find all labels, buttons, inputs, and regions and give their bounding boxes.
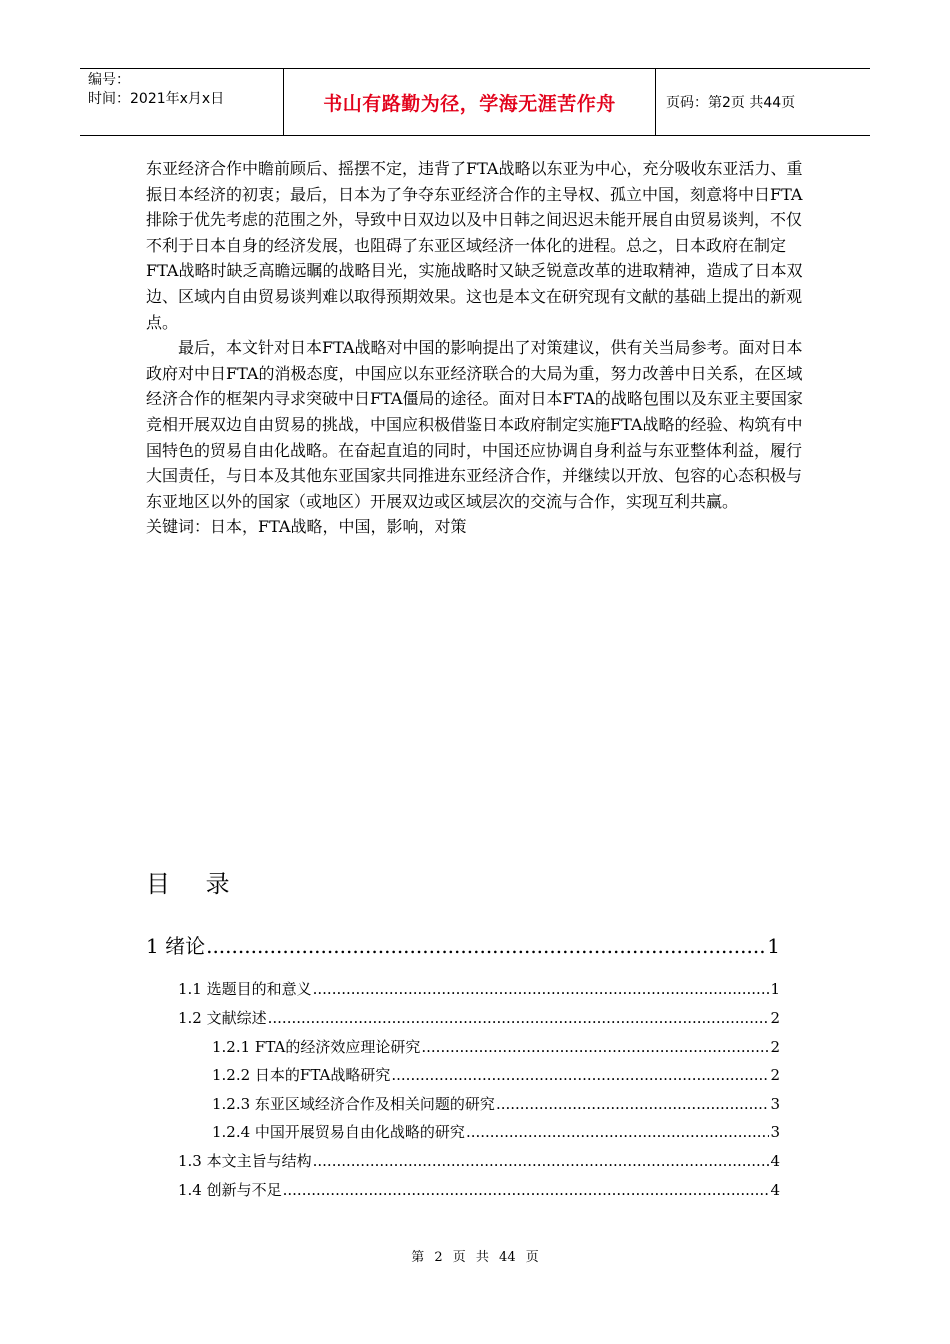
toc-entry-label: 1.2.4 中国开展贸易自由化战略的研究 [212, 1123, 465, 1141]
toc-entry[interactable] [178, 978, 780, 999]
toc-leader [466, 1123, 770, 1141]
toc-entry-label: 1.2.2 日本的FTA战略研究 [212, 1066, 391, 1084]
header-meta [80, 69, 283, 135]
toc-entry-page: 2 [770, 1009, 780, 1027]
toc-title: 目 录 [146, 870, 244, 898]
toc-entry-label: 1.2.1 FTA的经济效应理论研究 [212, 1038, 421, 1056]
toc-entry-label: 1.2.3 东亚区域经济合作及相关问题的研究 [212, 1095, 495, 1113]
header-motto-cell [283, 69, 656, 135]
toc-entry-label: 1.4 创新与不足 [178, 1181, 282, 1199]
toc-entry-label: 1.2 文献综述 [178, 1009, 267, 1027]
toc-leader [313, 980, 770, 998]
toc-leader [421, 1038, 769, 1056]
toc-entry[interactable] [178, 1007, 780, 1028]
abstract-body [146, 156, 810, 540]
toc-entry[interactable] [212, 1121, 780, 1142]
toc-leader [496, 1095, 770, 1113]
toc-leader [206, 934, 766, 958]
document-date: 时间：2021年x月x日 [88, 91, 225, 107]
toc-leader [268, 1009, 770, 1027]
toc-entry-page: 4 [770, 1152, 780, 1170]
toc-entry-label: 1.1 选题目的和意义 [178, 980, 312, 998]
toc-entry-page: 3 [770, 1123, 780, 1141]
page-footer: 第 2 页 共 44 页 [411, 1250, 539, 1265]
toc-entry-page: 3 [770, 1095, 780, 1113]
keywords-value: 日本，FTA战略，中国，影响，对策 [210, 517, 467, 537]
toc-leader [391, 1066, 769, 1084]
toc-entry-page: 2 [770, 1066, 780, 1084]
toc-entry[interactable] [212, 1064, 780, 1085]
toc-leader [313, 1152, 770, 1170]
toc-entry-page: 2 [770, 1038, 780, 1056]
keywords-label: 关键词： [146, 517, 211, 537]
toc-entry-label: 1.3 本文主旨与结构 [178, 1152, 312, 1170]
toc-entry[interactable] [212, 1093, 780, 1114]
toc-entry-page: 1 [770, 980, 780, 998]
header-motto: 书山有路勤为径，学海无涯苦作舟 [323, 92, 616, 115]
toc-leader [283, 1181, 770, 1199]
toc-entry-page: 4 [770, 1181, 780, 1199]
header-page-info: 页码：第2页 共44页 [666, 95, 796, 111]
toc-entry[interactable] [178, 1179, 780, 1200]
toc-entry[interactable] [212, 1036, 780, 1057]
toc-entry-label: 1 绪论 [146, 934, 206, 958]
abstract-paragraph-2: 最后，本文针对日本FTA战略对中国的影响提出了对策建议，供有关当局参考。面对日本政府对中日FTA的消极态度，中国应以东亚经济联合的大局为重，努力改善中日关系，在区域经济合作的框架内寻求突破中日FTA僵局的途径。面对日本FTA的战略包围以及东亚主要国家竞相开展双边自由贸易的挑战，中国应积极借鉴日本政府制定实施FTA战略的经验、构筑有中国特色的贸易自由化战略。在奋起直追的同时，中国还应协调自身利益与东亚整体利益，履行大国责任，与日本及其他东亚国家共同推进东亚经济合作，并继续以开放、包容的心态积极与东亚地区以外的国家（或地区）开展双边或区域层次的交流与合作，实现互利共赢。 [146, 338, 803, 511]
toc-entry-page: 1 [767, 934, 780, 958]
abstract-paragraph-1: 东亚经济合作中瞻前顾后、摇摆不定，违背了FTA战略以东亚为中心，充分吸收东亚活力、重振日本经济的初衷；最后，日本为了争夺东亚经济合作的主导权、孤立中国，刻意将中日FTA排除于优先考虑的范围之外，导致中日双边以及中日韩之间迟迟未能开展自由贸易谈判，不仅不利于日本自身的经济发展，也阻碍了东亚区域经济一体化的进程。总之，日本政府在制定FTA战略时缺乏高瞻远瞩的战略目光，实施战略时又缺乏锐意改革的进取精神，造成了日本双边、区域内自由贸易谈判难以取得预期效果。这也是本文在研究现有文献的基础上提出的新观点。 [146, 159, 803, 332]
toc-entry[interactable] [146, 930, 780, 959]
page-header [80, 68, 870, 136]
document-code-label: 编号： [88, 72, 130, 88]
toc-entry[interactable] [178, 1150, 780, 1171]
keywords-line [146, 514, 810, 540]
